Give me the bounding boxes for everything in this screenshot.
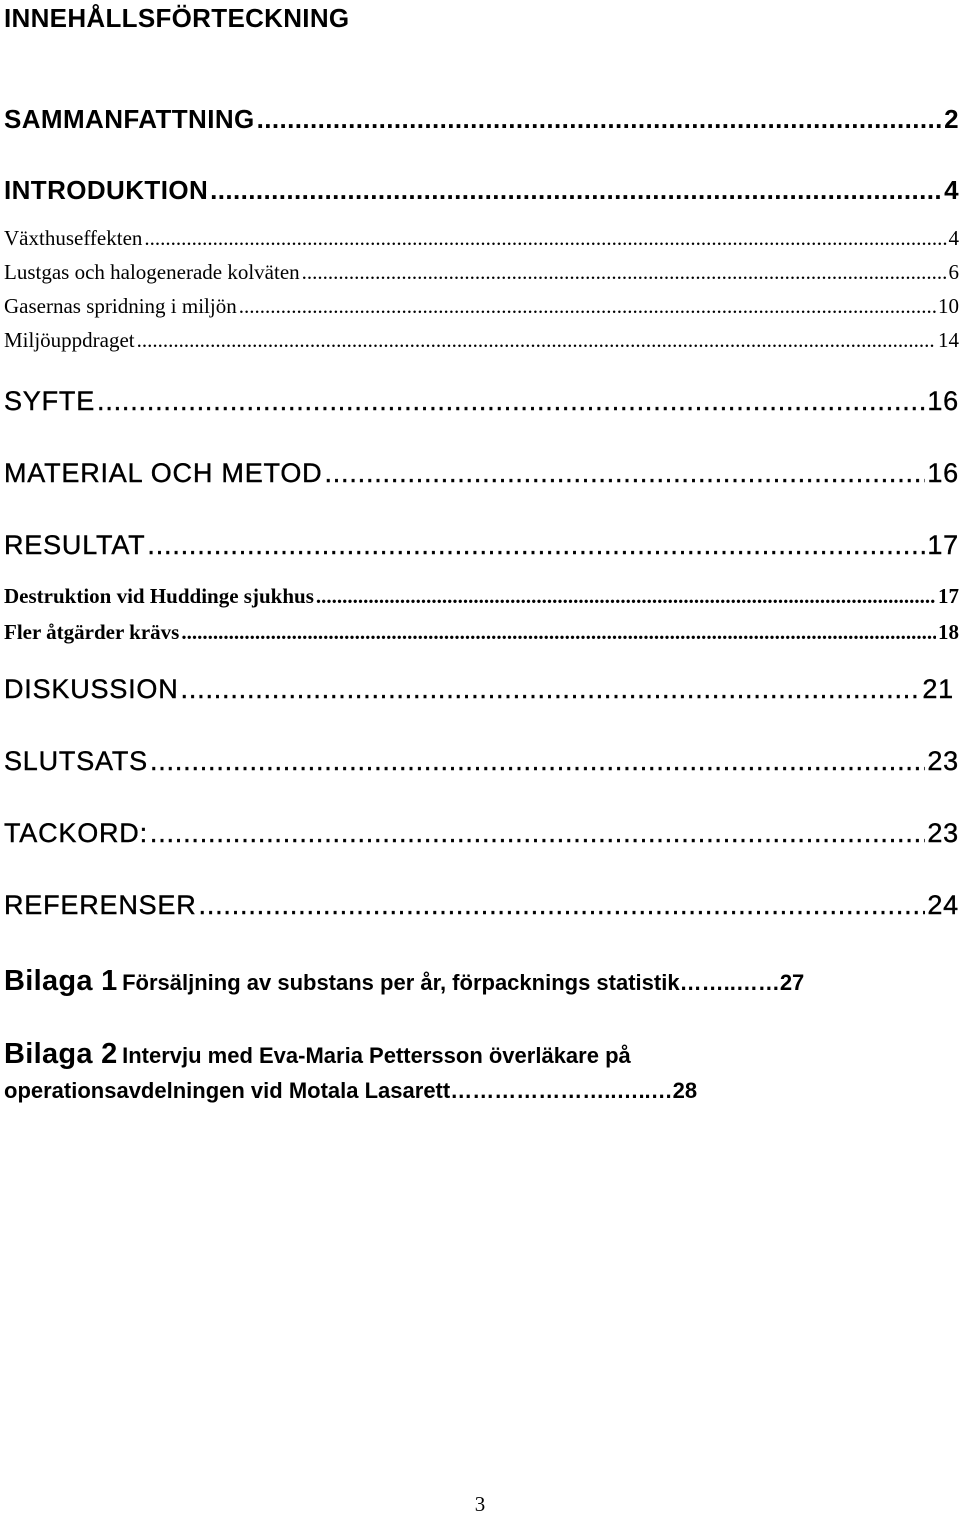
- appendix-page: …28: [650, 1078, 698, 1103]
- toc-entry-page: 18: [938, 620, 959, 644]
- toc-entry-lustgas[interactable]: [4, 260, 959, 285]
- dot-leader: [324, 458, 925, 489]
- toc-entry-page: 24: [927, 890, 959, 920]
- toc-entry-page: 16: [927, 458, 959, 488]
- toc-entry-introduktion[interactable]: [4, 175, 959, 206]
- toc-entry-page: 2: [944, 104, 959, 134]
- toc-entry-diskussion[interactable]: [4, 674, 954, 705]
- dot-leader: [181, 620, 936, 645]
- toc-heading: INNEHÅLLSFÖRTECKNING: [4, 3, 350, 33]
- dot-leader: [144, 226, 946, 251]
- dot-leader: [150, 746, 925, 777]
- toc-entry-title: INTRODUKTION: [4, 175, 209, 205]
- toc-entry-page: 17: [938, 584, 959, 608]
- toc-entry-fler-atgarder[interactable]: [4, 620, 959, 645]
- toc-entry-referenser[interactable]: [4, 890, 959, 921]
- toc-entry-page: 4: [944, 175, 959, 205]
- toc-entry-title: DISKUSSION: [4, 674, 179, 704]
- toc-entry-material-och-metod[interactable]: [4, 458, 959, 489]
- appendix-title: Intervju med Eva-Maria Pettersson överläkare på: [122, 1043, 631, 1068]
- toc-entry-resultat[interactable]: [4, 530, 959, 561]
- toc-entry-title: REFERENSER: [4, 890, 197, 920]
- toc-entry-miljouppdraget[interactable]: [4, 328, 959, 353]
- toc-entry-page: 21: [922, 674, 954, 704]
- page-number: 3: [474, 1492, 486, 1516]
- toc-entry-title: SAMMANFATTNING: [4, 104, 255, 134]
- appendix-leader: ……..: [679, 970, 736, 995]
- toc-entry-syfte[interactable]: [4, 386, 959, 417]
- appendix-label: Bilaga 2: [4, 1038, 118, 1070]
- toc-entry-page: 14: [938, 328, 959, 352]
- appendix-title: Försäljning av substans per år, förpacknings statistik: [122, 970, 680, 995]
- toc-entry-page: 6: [948, 260, 959, 284]
- dot-leader: [199, 890, 926, 921]
- toc-entry-page: 16: [927, 386, 959, 416]
- toc-entry-vaxthuseffekten[interactable]: [4, 226, 959, 251]
- appendix-title-line2: operationsavdelningen vid Motala Lasarett: [4, 1078, 451, 1103]
- dot-leader: [239, 294, 936, 319]
- dot-leader: [181, 674, 921, 705]
- dot-leader: [150, 818, 925, 849]
- toc-entry-page: 4: [948, 226, 959, 250]
- toc-entry-title: Växthuseffekten: [4, 226, 143, 250]
- toc-appendix-bilaga-1[interactable]: [4, 965, 804, 998]
- toc-entry-tackord[interactable]: [4, 818, 959, 849]
- appendix-page: ……27: [735, 970, 805, 995]
- dot-leader: [147, 530, 925, 561]
- dot-leader: [302, 260, 947, 285]
- appendix-label: Bilaga 1: [4, 965, 118, 997]
- toc-entry-title: SYFTE: [4, 386, 96, 416]
- dot-leader: [210, 175, 942, 206]
- toc-entry-title: Fler åtgärder krävs: [4, 620, 180, 644]
- dot-leader: [97, 386, 925, 417]
- dot-leader: [316, 584, 936, 609]
- toc-entry-title: TACKORD:: [4, 818, 148, 848]
- toc-entry-slutsats[interactable]: [4, 746, 959, 777]
- toc-entry-title: SLUTSATS: [4, 746, 148, 776]
- toc-entry-title: MATERIAL OCH METOD: [4, 458, 323, 488]
- toc-entry-title: Miljöuppdraget: [4, 328, 135, 352]
- dot-leader: [137, 328, 936, 353]
- toc-entry-destruktion[interactable]: [4, 584, 959, 609]
- toc-appendix-bilaga-2[interactable]: [4, 1038, 631, 1071]
- toc-entry-title: RESULTAT: [4, 530, 146, 560]
- toc-entry-title: Gasernas spridning i miljön: [4, 294, 237, 318]
- toc-entry-title: Lustgas och halogenerade kolväten: [4, 260, 300, 284]
- toc-appendix-bilaga-2-cont[interactable]: [4, 1078, 697, 1104]
- appendix-leader: …………………..…..: [450, 1078, 651, 1103]
- toc-entry-page: 10: [938, 294, 959, 318]
- toc-entry-page: 17: [927, 530, 959, 560]
- dot-leader: [257, 104, 942, 135]
- toc-entry-page: 23: [927, 746, 959, 776]
- toc-entry-sammanfattning[interactable]: [4, 104, 959, 135]
- toc-entry-page: 23: [927, 818, 959, 848]
- toc-entry-gasernas-spridning[interactable]: [4, 294, 959, 319]
- toc-entry-title: Destruktion vid Huddinge sjukhus: [4, 584, 314, 608]
